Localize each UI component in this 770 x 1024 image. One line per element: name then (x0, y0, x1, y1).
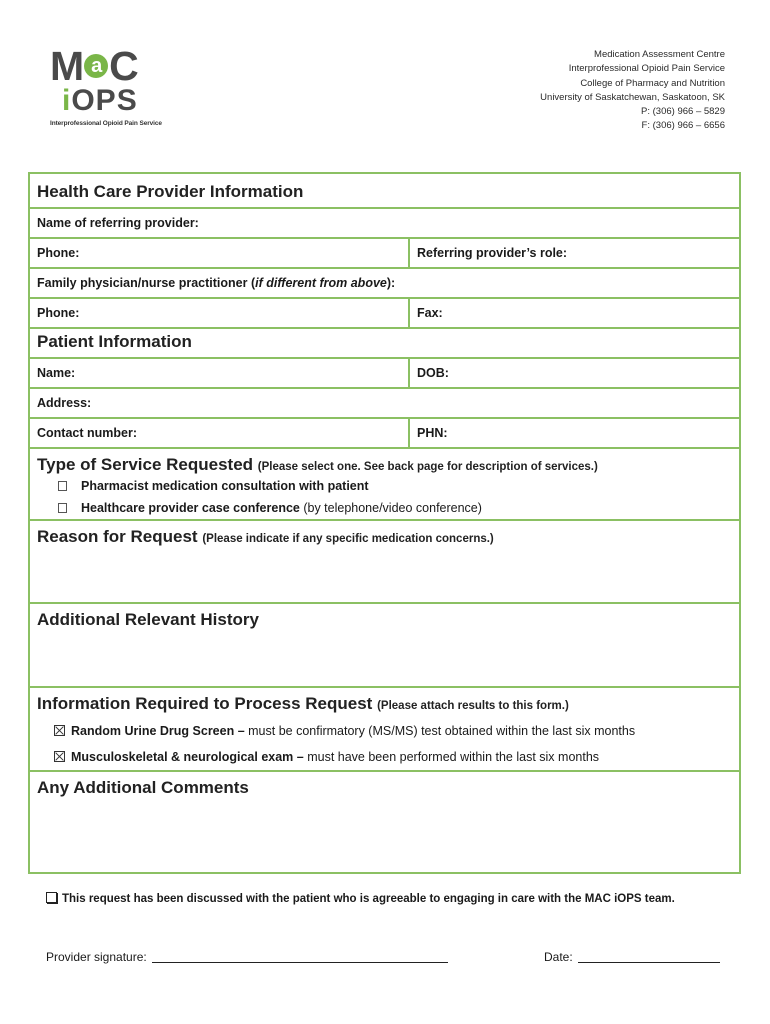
section-heading: Type of Service Requested (Please select one. See back page for description of services.) (37, 455, 598, 474)
patient-contact-field[interactable] (30, 419, 408, 447)
provider-signature-field[interactable]: Provider signature: (46, 950, 448, 964)
address-line: College of Pharmacy and Nutrition (580, 77, 725, 89)
patient-phn-field[interactable] (408, 419, 739, 447)
patient-contact-phn-row (30, 419, 739, 449)
section-heading: Health Care Provider Information (37, 182, 304, 201)
date-line[interactable] (578, 962, 720, 963)
field-label: Phone: (37, 246, 80, 260)
family-phone-field[interactable] (30, 299, 408, 327)
field-label: PHN: (417, 426, 448, 440)
field-label: Family physician/nurse practitioner (if different from above): (37, 276, 396, 290)
field-label: Address: (37, 396, 92, 410)
comments-section[interactable] (30, 772, 739, 872)
section-heading: Reason for Request (Please indicate if any specific medication concerns.) (37, 527, 494, 546)
service-option-pharmacist[interactable]: Pharmacist medication consultation with patient (58, 479, 369, 493)
signature-line[interactable] (152, 962, 448, 963)
address-phone: P: (306) 966 – 5829 (641, 106, 725, 118)
contact-address-block (540, 48, 725, 134)
family-phone-fax-row (30, 299, 739, 329)
provider-phone-field[interactable] (30, 239, 408, 267)
checkbox-icon[interactable] (46, 892, 57, 903)
field-label: Contact number: (37, 426, 137, 440)
section-heading: Any Additional Comments (37, 778, 249, 797)
required-msk-neuro-exam: Musculoskeletal & neurological exam – must have been performed within the last six months (54, 750, 599, 764)
checkbox-icon[interactable] (58, 481, 67, 491)
referral-form (28, 172, 741, 874)
reason-section[interactable] (30, 521, 739, 604)
patient-address-field[interactable] (30, 389, 739, 419)
address-line: University of Saskatchewan, Saskatoon, SK (540, 91, 725, 103)
address-fax: F: (306) 966 – 6656 (641, 120, 725, 132)
section-heading: Information Required to Process Request (Please attach results to this form.) (37, 694, 569, 713)
mac-iops-logo (48, 44, 160, 134)
provider-role-field[interactable] (408, 239, 739, 267)
field-label: Fax: (417, 306, 443, 320)
provider-phone-role-row (30, 239, 739, 269)
service-type-section (30, 449, 739, 521)
required-urine-drug-screen: Random Urine Drug Screen – must be confirmatory (MS/MS) test obtained within the last six months (54, 724, 635, 738)
provider-section-header (30, 174, 739, 209)
service-option-case-conference[interactable]: Healthcare provider case conference (by telephone/video conference) (58, 501, 482, 515)
address-line: Interprofessional Opioid Pain Service (568, 63, 725, 75)
patient-section-header (30, 329, 739, 359)
required-info-section (30, 688, 739, 772)
section-heading: Additional Relevant History (37, 610, 259, 629)
field-label: Referring provider’s role: (417, 246, 568, 260)
logo-mac-wordmark: M a C (50, 43, 138, 89)
date-field[interactable]: Date: (544, 950, 720, 964)
patient-dob-field[interactable] (408, 359, 739, 387)
section-heading: Patient Information (37, 332, 192, 351)
checked-box-icon (54, 725, 65, 736)
checked-box-icon (54, 751, 65, 762)
family-fax-field[interactable] (408, 299, 739, 327)
logo-a-badge: a (84, 54, 108, 78)
patient-agreement-checkbox[interactable]: This request has been discussed with the patient who is agreeable to engaging in care with the MAC iOPS team. (46, 892, 675, 905)
patient-name-dob-row (30, 359, 739, 389)
logo-tagline: Interprofessional Opioid Pain Service (50, 120, 162, 127)
address-line: Medication Assessment Centre (594, 49, 725, 60)
referring-provider-name-field[interactable] (30, 209, 739, 239)
field-label: Phone: (37, 306, 80, 320)
history-section[interactable] (30, 604, 739, 688)
field-label: Name: (37, 366, 76, 380)
patient-name-field[interactable] (30, 359, 408, 387)
field-label: DOB: (417, 366, 449, 380)
checkbox-icon[interactable] (58, 503, 67, 513)
family-physician-field[interactable] (30, 269, 739, 299)
field-label: Name of referring provider: (37, 216, 199, 230)
logo-iops-wordmark: iOPS (62, 84, 138, 117)
